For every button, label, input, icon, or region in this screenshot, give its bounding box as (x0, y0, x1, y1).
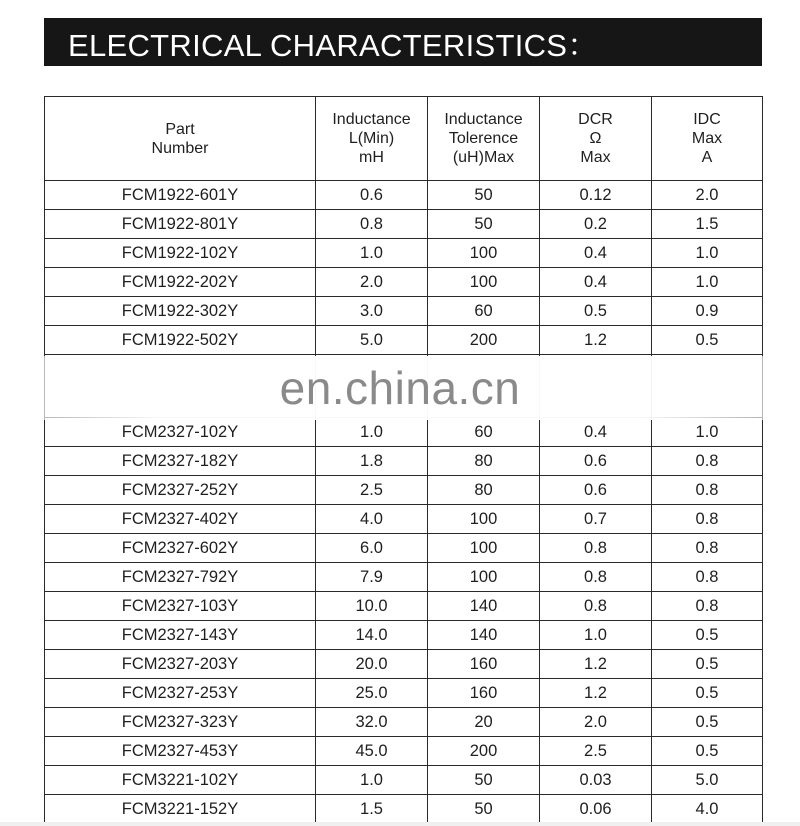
column-header-part-number (45, 97, 316, 181)
tolerance-cell: 50 (428, 210, 540, 239)
dcr-cell: 0.5 (540, 297, 652, 326)
table-row (45, 795, 763, 824)
idc-cell: 0.5 (652, 326, 763, 355)
inductance-cell: 5.0 (316, 326, 428, 355)
inductance-cell: 3.0 (316, 297, 428, 326)
dcr-cell: 2.0 (540, 708, 652, 737)
column-header-line: A (701, 149, 713, 166)
dcr-cell: 0.2 (540, 210, 652, 239)
section-title: ELECTRICAL CHARACTERISTICS： (68, 27, 599, 63)
part-number-cell: FCM1922-102Y (45, 239, 316, 268)
dcr-cell: 1.2 (540, 650, 652, 679)
idc-cell: 1.0 (652, 239, 763, 268)
table-row (45, 181, 763, 210)
idc-cell: 2.0 (652, 181, 763, 210)
dcr-cell: 0.8 (540, 592, 652, 621)
column-header-line: (uH)Max (452, 149, 515, 166)
tolerance-cell: 80 (428, 476, 540, 505)
part-number-cell: FCM2327-102Y (45, 418, 316, 447)
column-header-idc-max (652, 97, 763, 181)
part-number-cell: FCM2327-143Y (45, 621, 316, 650)
column-header-line: Tolerence (448, 130, 519, 147)
inductance-cell: 10.0 (316, 592, 428, 621)
inductance-cell: 0.8 (316, 210, 428, 239)
idc-cell: 0.8 (652, 534, 763, 563)
dcr-cell: 0.4 (540, 418, 652, 447)
part-number-cell: FCM2327-602Y (45, 534, 316, 563)
inductance-cell: 4.0 (316, 505, 428, 534)
idc-cell: 0.8 (652, 505, 763, 534)
part-number-cell: FCM2327-402Y (45, 505, 316, 534)
tolerance-cell: 200 (428, 326, 540, 355)
part-number-cell: FCM1922-302Y (45, 297, 316, 326)
idc-cell: 5.0 (652, 766, 763, 795)
inductance-cell: 0.6 (316, 181, 428, 210)
table-row (45, 708, 763, 737)
watermark-text: en.china.cn (279, 362, 521, 414)
table-row (45, 326, 763, 355)
tolerance-cell: 100 (428, 505, 540, 534)
column-header-line: Inductance (332, 111, 411, 128)
dcr-cell: 0.06 (540, 795, 652, 824)
column-header-line: IDC (693, 111, 721, 128)
dcr-cell: 0.12 (540, 181, 652, 210)
dcr-cell: 0.6 (540, 447, 652, 476)
dcr-cell: 1.2 (540, 679, 652, 708)
tolerance-cell: 50 (428, 795, 540, 824)
inductance-cell: 25.0 (316, 679, 428, 708)
watermark (0, 356, 800, 420)
dcr-cell: 0.6 (540, 476, 652, 505)
inductance-cell: 14.0 (316, 621, 428, 650)
column-header-line: mH (359, 149, 384, 166)
table-row (45, 563, 763, 592)
part-number-cell: FCM1922-202Y (45, 268, 316, 297)
table-row (45, 650, 763, 679)
tolerance-cell: 100 (428, 563, 540, 592)
tolerance-cell: 140 (428, 592, 540, 621)
tolerance-cell: 80 (428, 447, 540, 476)
inductance-cell: 2.0 (316, 268, 428, 297)
inductance-cell: 7.9 (316, 563, 428, 592)
table-body (45, 181, 763, 824)
table-row (45, 737, 763, 766)
inductance-cell: 1.0 (316, 239, 428, 268)
tolerance-cell: 200 (428, 737, 540, 766)
column-header-line: Max (580, 149, 611, 166)
column-header-dcr-max (540, 97, 652, 181)
table-row (45, 268, 763, 297)
idc-cell: 0.5 (652, 708, 763, 737)
inductance-cell: 1.8 (316, 447, 428, 476)
table-row (45, 621, 763, 650)
tolerance-cell: 20 (428, 708, 540, 737)
table-row (45, 297, 763, 326)
column-header-line: Number (151, 139, 209, 157)
column-header-line: Inductance (444, 111, 523, 128)
part-number-cell: FCM2327-103Y (45, 592, 316, 621)
electrical-characteristics-table (44, 96, 762, 824)
column-header-inductance-tolerance (428, 97, 540, 181)
dcr-cell: 0.03 (540, 766, 652, 795)
table-row (45, 592, 763, 621)
dcr-cell: 0.4 (540, 268, 652, 297)
table-row (45, 534, 763, 563)
table-row (45, 505, 763, 534)
tolerance-cell: 160 (428, 679, 540, 708)
part-number-cell: FCM2327-253Y (45, 679, 316, 708)
tolerance-cell: 100 (428, 534, 540, 563)
idc-cell: 0.5 (652, 621, 763, 650)
column-header-inductance-min (316, 97, 428, 181)
column-header-line: Part (165, 120, 195, 138)
tolerance-cell: 60 (428, 418, 540, 447)
inductance-cell: 6.0 (316, 534, 428, 563)
table-row (45, 418, 763, 447)
inductance-cell: 45.0 (316, 737, 428, 766)
dcr-cell: 2.5 (540, 737, 652, 766)
table-row (45, 210, 763, 239)
part-number-cell: FCM2327-203Y (45, 650, 316, 679)
dcr-cell: 1.2 (540, 326, 652, 355)
part-number-cell: FCM1922-801Y (45, 210, 316, 239)
tolerance-cell: 100 (428, 268, 540, 297)
dcr-cell: 1.0 (540, 621, 652, 650)
idc-cell: 1.5 (652, 210, 763, 239)
dcr-cell: 0.8 (540, 563, 652, 592)
part-number-cell: FCM2327-323Y (45, 708, 316, 737)
table-row (45, 239, 763, 268)
table-header-row (45, 97, 763, 181)
table-row (45, 447, 763, 476)
part-number-cell: FCM3221-102Y (45, 766, 316, 795)
idc-cell: 1.0 (652, 418, 763, 447)
tolerance-cell: 160 (428, 650, 540, 679)
dcr-cell: 0.4 (540, 239, 652, 268)
inductance-cell: 32.0 (316, 708, 428, 737)
inductance-cell: 1.5 (316, 795, 428, 824)
part-number-cell: FCM2327-252Y (45, 476, 316, 505)
tolerance-cell: 50 (428, 766, 540, 795)
section-title-banner (44, 18, 762, 66)
dcr-cell: 0.8 (540, 534, 652, 563)
inductance-cell: 20.0 (316, 650, 428, 679)
table-row (45, 476, 763, 505)
inductance-cell: 2.5 (316, 476, 428, 505)
inductance-cell: 1.0 (316, 766, 428, 795)
idc-cell: 0.8 (652, 592, 763, 621)
inductance-cell: 1.0 (316, 418, 428, 447)
tolerance-cell: 100 (428, 239, 540, 268)
idc-cell: 0.9 (652, 297, 763, 326)
column-header-line: Max (691, 130, 723, 147)
page-bottom-edge (0, 822, 800, 826)
column-header-line: L(Min) (348, 130, 395, 147)
idc-cell: 0.8 (652, 447, 763, 476)
dcr-cell: 0.7 (540, 505, 652, 534)
part-number-cell: FCM1922-502Y (45, 326, 316, 355)
idc-cell: 4.0 (652, 795, 763, 824)
table-row (45, 766, 763, 795)
idc-cell: 0.8 (652, 476, 763, 505)
part-number-cell: FCM2327-792Y (45, 563, 316, 592)
idc-cell: 0.8 (652, 563, 763, 592)
column-header-line: Ω (589, 130, 602, 147)
part-number-cell: FCM2327-453Y (45, 737, 316, 766)
part-number-cell: FCM2327-182Y (45, 447, 316, 476)
tolerance-cell: 140 (428, 621, 540, 650)
tolerance-cell: 50 (428, 181, 540, 210)
idc-cell: 0.5 (652, 650, 763, 679)
tolerance-cell: 60 (428, 297, 540, 326)
part-number-cell: FCM1922-601Y (45, 181, 316, 210)
idc-cell: 0.5 (652, 737, 763, 766)
idc-cell: 0.5 (652, 679, 763, 708)
part-number-cell: FCM3221-152Y (45, 795, 316, 824)
idc-cell: 1.0 (652, 268, 763, 297)
table-row (45, 679, 763, 708)
column-header-line: DCR (578, 111, 613, 128)
